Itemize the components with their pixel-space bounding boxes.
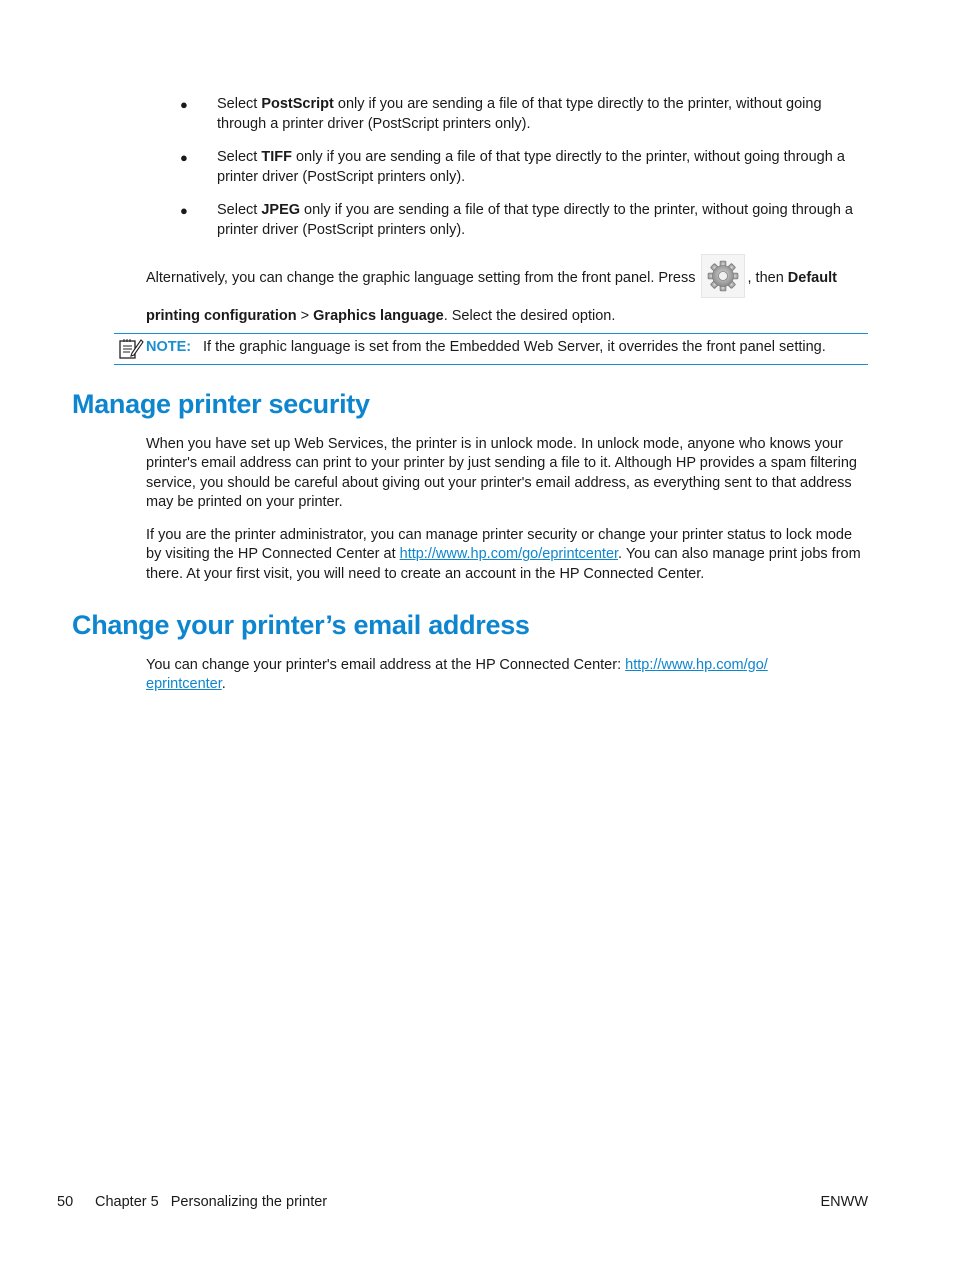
bullet-dot: ● (180, 203, 188, 218)
bullet-list (180, 95, 870, 254)
note-icon (118, 337, 144, 361)
chapter-title: Chapter 5 Personalizing the printer (95, 1194, 328, 1210)
page-number: 50 (57, 1194, 74, 1210)
list-item: ● Select PostScript only if you are sending a file of that type directly to the printer, without going through a printer driver (PostScript printers only). (180, 96, 822, 132)
bullet-dot: ● (180, 150, 188, 165)
front-panel-paragraph: Alternatively, you can change the graphic language setting from the front panel. Press , then Default printing configuration > Graphics language. Select the desired option. (146, 256, 868, 333)
note-box (114, 333, 868, 365)
footer-right: ENWW (820, 1194, 868, 1210)
security-paragraph-2: If you are the printer administrator, you can manage printer security or change your printer status to lock mode by visiting the HP Connected Center at http://www.hp.com/go/eprintcenter. You can also manage print jobs from there. At your first visit, you will need to create an account in the HP Connected Center. (146, 527, 861, 582)
note-text: If the graphic language is set from the Embedded Web Server, it overrides the front panel setting. (203, 339, 826, 355)
eprintcenter-link-2[interactable]: http://www.hp.com/go/ eprintcenter (146, 657, 768, 693)
eprintcenter-link[interactable]: http://www.hp.com/go/eprintcenter (399, 546, 619, 563)
email-paragraph: You can change your printer's email address at the HP Connected Center: http://www.hp.com/go/ eprintcenter. (146, 657, 768, 693)
list-item: ● Select TIFF only if you are sending a file of that type directly to the printer, without going through a printer driver (PostScript printers only). (180, 149, 845, 185)
bullet-dot: ● (180, 97, 188, 112)
security-paragraph-1: When you have set up Web Services, the printer is in unlock mode. In unlock mode, anyone who knows your printer's email address can print to your printer by just sending a file to it. Although HP provides a spam filtering service, you should be careful about giving out your printer's email address, as everything sent to that address may be printed on your printer. (146, 436, 857, 510)
list-item: ● Select JPEG only if you are sending a file of that type directly to the printer, without going through a printer driver (PostScript printers only). (180, 202, 853, 238)
heading-change-email-address: Change your printer’s email address (72, 610, 530, 640)
note-label: NOTE: (146, 339, 192, 355)
gear-icon (701, 254, 745, 298)
heading-manage-printer-security: Manage printer security (72, 389, 370, 419)
